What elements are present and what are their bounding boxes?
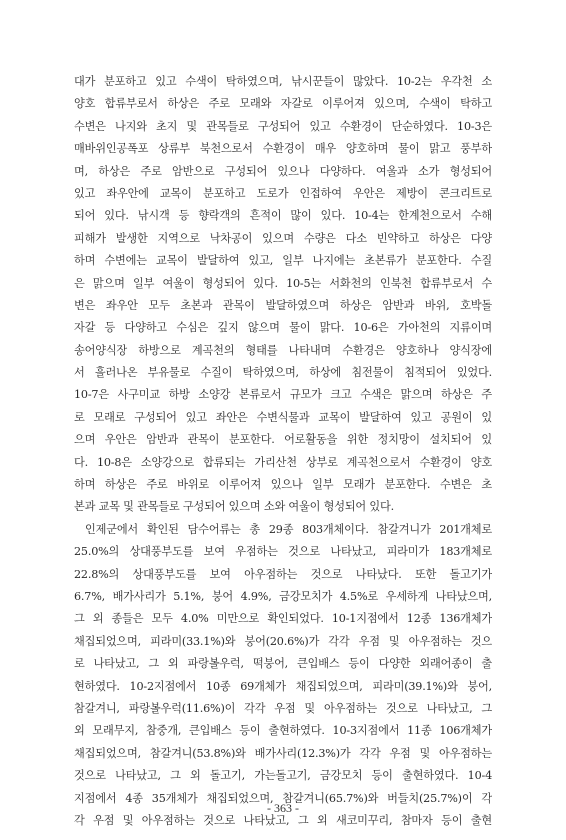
text-line: 로 모래로 구성되어 있고 좌안은 수변식물과 교목이 발달하여 있고 공원이 있 — [74, 410, 492, 424]
text-line: 외 모래무지, 참중개, 큰입배스 등이 출현하였다. 10-3지점에서 11종 106개체가 — [74, 724, 492, 738]
page-number: - 363 - — [267, 801, 299, 815]
text-line: 은 맑으며 일부 여울이 형성되어 있다. 10-5는 서화천의 인북천 합류부로서 수 — [74, 276, 492, 290]
text-line: 현하였다. 10-2지점에서 10종 69개체가 채집되었으며, 피라미(39.1%)와 붕어, — [74, 679, 492, 693]
text-line: 참갈겨니, 파랑볼우럭(11.6%)이 각각 우점 및 아우점하는 것으로 나타났고, 그 — [74, 701, 492, 715]
text-line: 송어양식장 하방으로 계곡천의 형태를 나타내며 수환경은 양호하나 양식장에 — [74, 343, 492, 357]
text-line: 있고 좌우안에 교목이 분포하고 도로가 인접하여 우안은 제방이 콘크리트로 — [74, 186, 492, 200]
text-line: 채집되었으며, 피라미(33.1%)와 붕어(20.6%)가 각각 우점 및 아우점하는 것으 — [74, 634, 492, 648]
text-line: 자갈 등 다양하고 수심은 깊지 않으며 물이 맑다. 10-6은 가아천의 지류이며 — [74, 321, 492, 335]
text-line: 본과 교목 및 관목들로 구성되어 있으며 소와 여울이 형성되어 있다. — [74, 500, 394, 514]
text-line: 로 나타났고, 그 외 파랑볼우럭, 떡붕어, 큰입배스 등이 다양한 외래어종이 출 — [74, 657, 492, 671]
text-line: 되어 있다. 낚시객 등 향락객의 흔적이 많이 있다. 10-4는 한계천으로서 수해 — [74, 209, 492, 223]
text-line: 대가 분포하고 있고 수색이 탁하였으며, 낚시꾼들이 많았다. 10-2는 우각천 소 — [74, 75, 492, 88]
text-line: 10-7은 사구미교 하방 소양강 본류로서 규모가 크고 수색은 맑으며 하상은 주 — [74, 388, 492, 402]
paragraph-start-line: 인제군에서 확인된 담수어류는 총 29종 803개체이다. 참갈겨니가 201개체로 — [85, 522, 492, 536]
body-text — [74, 71, 492, 832]
text-line: 며, 하상은 주로 암반으로 구성되어 있으나 다양하다. 여울과 소가 형성되어 — [74, 164, 492, 178]
text-line: 으며 우안은 암반과 관목이 분포한다. 어로활동을 위한 정치망이 설치되어 있 — [74, 433, 492, 447]
text-line: 22.8%의 상대풍부도를 보여 아우점하는 것으로 나타났다. 또한 돌고기가 — [74, 567, 492, 581]
text-line: 양호 합류부로서 하상은 주로 모래와 자갈로 이루어져 있으며, 수색이 탁하고 — [74, 97, 492, 111]
text-line: 지점에서 4종 35개체가 채집되었으며, 참갈겨니(65.7%)와 버들치(25.7%)이 각 — [74, 791, 492, 805]
text-line: 25.0%의 상대풍부도를 보여 우점하는 것으로 나타났고, 피라미가 183개체로 — [74, 545, 492, 559]
text-line: 매바위인공폭포 상류부 북천으로서 수환경이 매우 양호하며 물이 맑고 풍부하 — [74, 142, 492, 156]
text-line: 다. 10-8은 소양강으로 합류되는 가리산천 상부로 계곡천으로서 수환경이 양호 — [74, 455, 492, 469]
text-line: 서 흘러나온 부유물로 수질이 탁하였으며, 하상에 침전물이 침적되어 있었다. — [74, 366, 492, 380]
text-line: 하며 하상은 주로 바위로 이루어져 있으나 일부 모래가 분포한다. 수변은 초 — [74, 478, 492, 492]
text-line: 변은 좌우안 모두 초본과 관목이 발달하였으며 하상은 암반과 바위, 호박돌 — [74, 298, 492, 312]
text-line: 하며 수변에는 교목이 발달하여 있고, 일부 나지에는 초본류가 분포한다. 수질 — [74, 254, 492, 268]
text-line: 수변은 나지와 초지 및 관목들로 구성되어 있고 수환경이 단순하였다. 10-3은 — [74, 119, 492, 133]
text-line: 피해가 발생한 지역으로 낙차공이 있으며 수량은 다소 빈약하고 하상은 다양 — [74, 231, 492, 245]
text-line: 것으로 나타났고, 그 외 돌고기, 가는돌고기, 금강모치 등이 출현하였다. 10-4 — [74, 769, 492, 783]
text-line: 그 외 종들은 모두 4.0% 미만으로 확인되었다. 10-1지점에서 12종 136개체가 — [74, 612, 492, 626]
text-line: 각 우점 및 아우점하는 것으로 나타났고, 그 외 새코미꾸리, 참마자 등이 출현 — [74, 813, 492, 827]
text-line: 채집되었으며, 참갈겨니(53.8%)와 배가사리(12.3%)가 각각 우점 및 아우점하는 — [74, 746, 492, 760]
text-line: 6.7%, 배가사리가 5.1%, 붕어 4.9%, 금강모치가 4.5%로 우세하게 나타났으며, — [74, 589, 492, 603]
